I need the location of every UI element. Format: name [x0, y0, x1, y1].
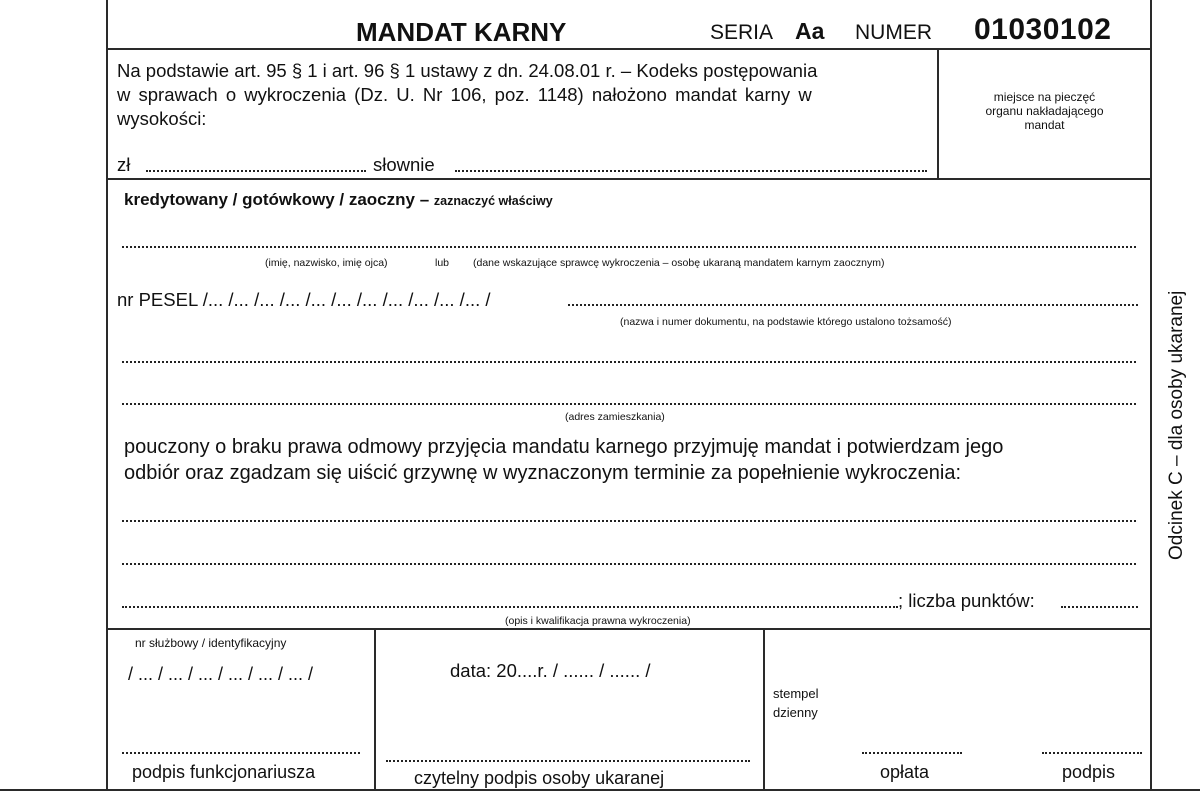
hint-offense: (opis i kwalifikacja prawna wykroczenia) — [505, 615, 691, 627]
statement-line-1: pouczony o braku prawa odmowy przyjęcia mandatu karnego przyjmuję mandat i potwierdzam jego — [124, 436, 1004, 458]
mandate-type-instruction: zaznaczyć właściwy — [433, 194, 553, 208]
address-field-2[interactable] — [122, 403, 1136, 405]
seria-value: Aa — [795, 18, 825, 44]
intro-line-2: w sprawach o wykroczenia (Dz. U. Nr 106, poz. 1148) nałożono mandat karny w — [117, 84, 812, 105]
hint-person-data: (dane wskazujące sprawcę wykroczenia – osobę ukaraną mandatem karnym zaocznym) — [473, 257, 885, 269]
frame-bottom — [0, 789, 1200, 791]
stamp-label-2: dzienny — [773, 705, 818, 720]
address-field-1[interactable] — [122, 361, 1136, 363]
amount-field[interactable] — [146, 170, 366, 172]
officer-id-field[interactable]: / ... / ... / ... / ... / ... / ... / — [128, 664, 314, 684]
fee-field[interactable] — [862, 752, 962, 754]
coupon-side-label: Odcinek C – dla osoby ukaranej — [1166, 290, 1187, 560]
slownie-label: słownie — [373, 154, 435, 175]
cashier-signature-label: podpis — [1062, 762, 1116, 782]
numer-label: NUMER — [855, 21, 932, 44]
mandate-type-text[interactable]: kredytowany / gotówkowy / zaoczny — [124, 190, 415, 209]
footer-col1-divider — [374, 628, 376, 790]
cashier-signature-field[interactable] — [1042, 752, 1142, 754]
hint-name: (imię, nazwisko, imię ojca) — [265, 257, 388, 269]
header-divider — [106, 48, 1152, 50]
person-signature-field[interactable] — [386, 760, 750, 762]
document-field[interactable] — [568, 304, 1138, 306]
seria-label: SERIA — [710, 21, 774, 44]
footer-divider — [106, 628, 1152, 630]
hint-address: (adres zamieszkania) — [565, 411, 665, 423]
person-name-field[interactable] — [122, 246, 1136, 248]
hint-or: lub — [435, 257, 450, 269]
intro-line-1: Na podstawie art. 95 § 1 i art. 96 § 1 ustawy z dn. 24.08.01 r. – Kodeks postępowania — [117, 60, 818, 81]
page-title: MANDAT KARNY — [356, 17, 567, 47]
stamp-box-line-1: miejsce na pieczęć — [993, 90, 1096, 104]
amount-label: zł — [117, 154, 131, 175]
officer-signature-label: podpis funkcjonariusza — [132, 762, 316, 782]
footer-col2-divider — [763, 628, 765, 790]
offense-field-2[interactable] — [122, 563, 1136, 565]
hint-document: (nazwa i numer dokumentu, na podstawie którego ustalono tożsamość) — [620, 316, 952, 328]
mandate-type-dash: – — [419, 190, 430, 209]
stamp-box-line-2: organu nakładającego — [985, 104, 1104, 118]
officer-id-label: nr służbowy / identyfikacyjny — [135, 636, 287, 650]
date-field[interactable]: data: 20....r. / ...... / ...... / — [450, 660, 651, 681]
fee-label: opłata — [880, 762, 930, 782]
numer-value: 01030102 — [974, 13, 1112, 46]
intro-divider — [106, 178, 1152, 180]
pesel-label[interactable]: nr PESEL /... /... /... /... /... /... /... /... /... /... /... / — [117, 289, 491, 310]
amount-words-field[interactable] — [455, 170, 927, 172]
points-label: ; liczba punktów: — [898, 590, 1035, 611]
points-field[interactable] — [1061, 606, 1138, 608]
officer-signature-field[interactable] — [122, 752, 360, 754]
statement-line-2: odbiór oraz zgadzam się uiścić grzywnę w wyznaczonym terminie za popełnienie wykroczenia: — [124, 462, 962, 484]
frame-left — [106, 0, 108, 790]
mandate-type-options[interactable] — [124, 190, 553, 210]
intro-line-3: wysokości: — [117, 108, 207, 129]
frame-right — [1150, 0, 1152, 790]
person-signature-label: czytelny podpis osoby ukaranej — [414, 768, 665, 788]
offense-field-1[interactable] — [122, 520, 1136, 522]
stamp-box-line-3: mandat — [1024, 118, 1065, 132]
stamp-label-1: stempel — [773, 686, 819, 701]
offense-field-3[interactable] — [122, 606, 898, 608]
